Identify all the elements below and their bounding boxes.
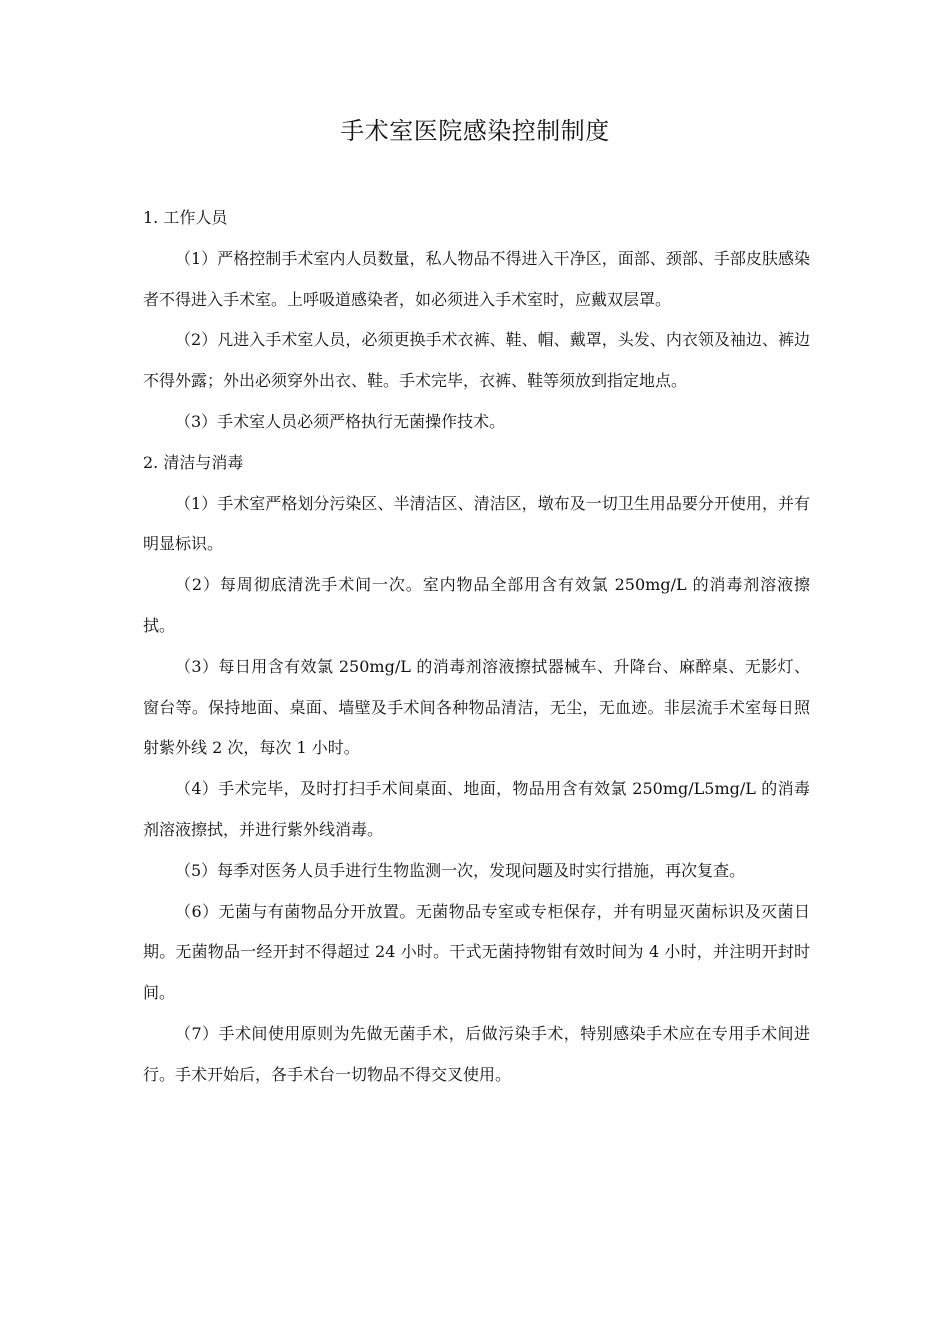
section-cleaning-disinfection	[143, 443, 810, 1096]
paragraph: （3）每日用含有效氯 250mg/L 的消毒剂溶液擦拭器械车、升降台、麻醉桌、无影灯、窗台等。保持地面、桌面、墙壁及手术间各种物品清洁，无尘，无血迹。非层流手术室每日照射紫外线 2 次，每次 1 小时。	[143, 656, 810, 758]
document-body	[143, 198, 810, 1096]
paragraph: （5）每季对医务人员手进行生物监测一次，发现问题及时实行措施，再次复查。	[175, 860, 746, 880]
paragraph: （3）手术室人员必须严格执行无菌操作技术。	[175, 411, 506, 431]
paragraph: （2）每周彻底清洗手术间一次。室内物品全部用含有效氯 250mg/L 的消毒剂溶液擦拭。	[143, 575, 810, 635]
document-title: 手术室医院感染控制制度	[340, 117, 610, 145]
paragraph: （6）无菌与有菌物品分开放置。无菌物品专室或专柜保存，并有明显灭菌标识及灭菌日期。无菌物品一经开封不得超过 24 小时。干式无菌持物钳有效时间为 4 小时，并注明开封时间。	[143, 901, 810, 1003]
section-staff	[143, 198, 810, 443]
section-heading: 2. 清洁与消毒	[143, 452, 244, 472]
paragraph: （2）凡进入手术室人员，必须更换手术衣裤、鞋、帽、戴罩，头发、内衣领及袖边、裤边不得外露；外出必须穿外出衣、鞋。手术完毕，衣裤、鞋等须放到指定地点。	[143, 330, 810, 391]
paragraph: （1）严格控制手术室内人员数量，私人物品不得进入干净区，面部、颈部、手部皮肤感染者不得进入手术室。上呼吸道感染者，如必须进入手术室时，应戴双层罩。	[143, 248, 810, 309]
paragraph: （4）手术完毕，及时打扫手术间桌面、地面，物品用含有效氯 250mg/L5mg/L 的消毒剂溶液擦拭，并进行紫外线消毒。	[143, 779, 810, 839]
paragraph: （7）手术间使用原则为先做无菌手术，后做污染手术，特别感染手术应在专用手术间进行。手术开始后，各手术台一切物品不得交叉使用。	[143, 1023, 810, 1084]
paragraph: （1）手术室严格划分污染区、半清洁区、清洁区，墩布及一切卫生用品要分开使用，并有明显标识。	[143, 493, 810, 554]
section-heading: 1. 工作人员	[143, 208, 228, 227]
